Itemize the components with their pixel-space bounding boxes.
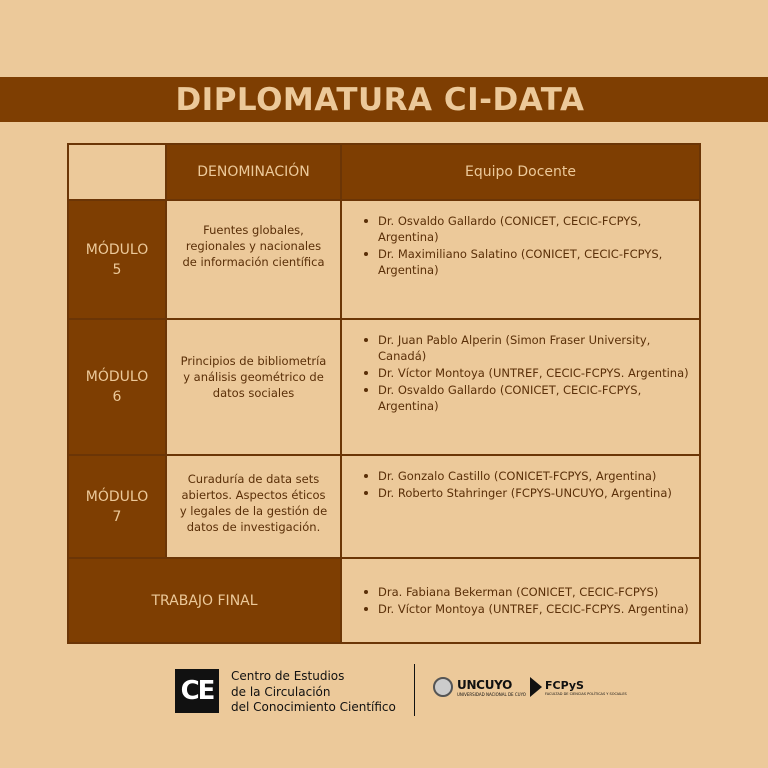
list-item: Dr. Víctor Montoya (UNTREF, CECIC-FCPYS. Argentina) (362, 601, 689, 617)
header-equipo-docente: Equipo Docente (342, 145, 699, 199)
uncuyo-logo (433, 677, 526, 697)
list-item: Dr. Maximiliano Salatino (CONICET, CECIC-FCPYS, Argentina) (362, 246, 689, 278)
module-7-denominacion: Curaduría de data sets abiertos. Aspectos éticos y legales de la gestión de datos de investigación. (167, 456, 340, 557)
list-item: Dr. Gonzalo Castillo (CONICET-FCPYS, Argentina) (362, 468, 672, 484)
footer-divider (414, 664, 415, 716)
trabajo-final-equipo (342, 559, 699, 642)
list-item: Dr. Osvaldo Gallardo (CONICET, CECIC-FCPYS, Argentina) (362, 213, 689, 245)
list-item: Dr. Roberto Stahringer (FCPYS-UNCUYO, Argentina) (362, 485, 672, 501)
fcpys-subtitle: FACULTAD DE CIENCIAS POLÍTICAS Y SOCIALES (545, 691, 627, 696)
module-7-label: MÓDULO 7 (69, 456, 165, 557)
cecic-name-line: del Conocimiento Científico (231, 700, 396, 714)
fcpys-mark-icon (530, 677, 542, 697)
list-item: Dr. Víctor Montoya (UNTREF, CECIC-FCPYS. Argentina) (362, 365, 689, 381)
fcpys-name: FCPyS (545, 678, 584, 692)
uncuyo-seal-icon (433, 677, 453, 697)
table-corner-cell (69, 145, 165, 199)
module-6-denominacion: Principios de bibliometría y análisis geométrico de datos sociales (167, 320, 340, 454)
module-6-label: MÓDULO 6 (69, 320, 165, 454)
trabajo-final-label: TRABAJO FINAL (69, 559, 340, 642)
uncuyo-name: UNCUYO (457, 677, 513, 692)
list-item: Dra. Fabiana Bekerman (CONICET, CECIC-FCPYS) (362, 584, 689, 600)
module-5-equipo (342, 201, 699, 318)
fcpys-logo (530, 677, 627, 697)
cecic-logo: CE (175, 669, 219, 713)
module-7-equipo (342, 456, 699, 557)
header-denominacion: DENOMINACIÓN (167, 145, 340, 199)
cecic-name-line: Centro de Estudios (231, 669, 345, 683)
uncuyo-subtitle: UNIVERSIDAD NACIONAL DE CUYO (457, 691, 526, 697)
cecic-name-line: de la Circulación (231, 684, 331, 699)
cecic-name (231, 669, 396, 716)
module-5-label: MÓDULO 5 (69, 201, 165, 318)
title-banner (0, 77, 768, 122)
module-5-denominacion: Fuentes globales, regionales y nacionales de información científica (167, 201, 340, 318)
list-item: Dr. Juan Pablo Alperin (Simon Fraser University, Canadá) (362, 332, 689, 364)
program-table (67, 143, 701, 644)
page-title: DIPLOMATURA CI-DATA (175, 81, 585, 118)
list-item: Dr. Osvaldo Gallardo (CONICET, CECIC-FCPYS, Argentina) (362, 382, 689, 414)
module-6-equipo (342, 320, 699, 454)
